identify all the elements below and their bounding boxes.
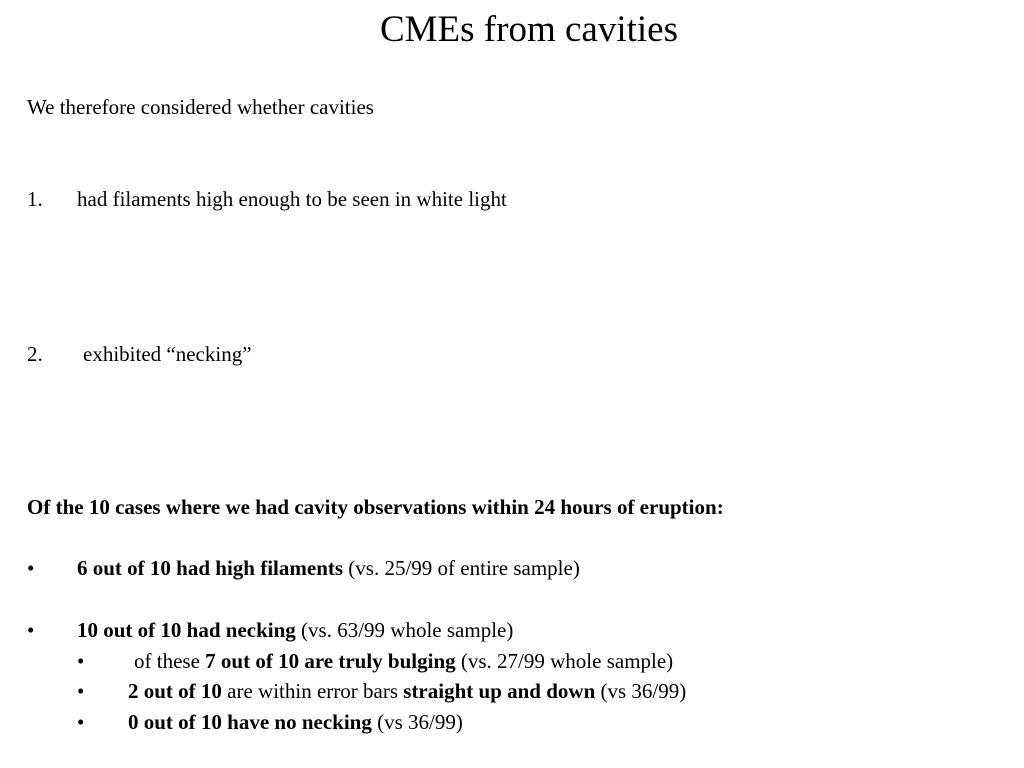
sub-bullet-2-mid: are within error bars xyxy=(221,679,404,703)
slide-title: CMEs from cavities xyxy=(379,9,678,50)
sub-bullet-3-rest: (vs 36/99) xyxy=(371,710,463,734)
sub-bullet-2-rest: (vs 36/99) xyxy=(595,679,687,703)
sub-bullet-1-pre: of these xyxy=(134,649,206,673)
bullet-1-glyph: • xyxy=(27,556,35,580)
sub-bullet-3 xyxy=(128,709,463,735)
item-2-number: 2. xyxy=(27,342,43,366)
sub-bullet-2-bold2: straight up and down xyxy=(403,679,596,703)
sub-bullet-1-glyph: • xyxy=(77,649,85,673)
bullet-2-glyph: • xyxy=(27,618,35,642)
sub-bullet-1 xyxy=(134,648,673,674)
intro-text: We therefore considered whether cavities xyxy=(27,95,374,119)
item-1-text: had filaments high enough to be seen in white light xyxy=(77,187,507,211)
bullet-2 xyxy=(77,617,513,643)
sub-bullet-1-bold: 7 out of 10 are truly bulging xyxy=(205,649,456,673)
bullet-1-bold: 6 out of 10 had high filaments xyxy=(77,556,344,580)
bullet-2-rest: (vs. 63/99 whole sample) xyxy=(295,618,514,642)
item-2-text: exhibited “necking” xyxy=(83,342,252,366)
sub-bullet-3-glyph: • xyxy=(77,710,85,734)
sub-bullet-2-glyph: • xyxy=(77,679,85,703)
bullet-1 xyxy=(77,555,580,581)
summary-heading: Of the 10 cases where we had cavity observations within 24 hours of eruption: xyxy=(27,495,724,519)
sub-bullet-3-bold: 0 out of 10 have no necking xyxy=(128,710,372,734)
bullet-1-rest: (vs. 25/99 of entire sample) xyxy=(343,556,580,580)
item-1-number: 1. xyxy=(27,187,43,211)
sub-bullet-1-rest: (vs. 27/99 whole sample) xyxy=(455,649,674,673)
sub-bullet-2-bold: 2 out of 10 xyxy=(128,679,222,703)
sub-bullet-2 xyxy=(128,678,686,704)
bullet-2-bold: 10 out of 10 had necking xyxy=(77,618,296,642)
